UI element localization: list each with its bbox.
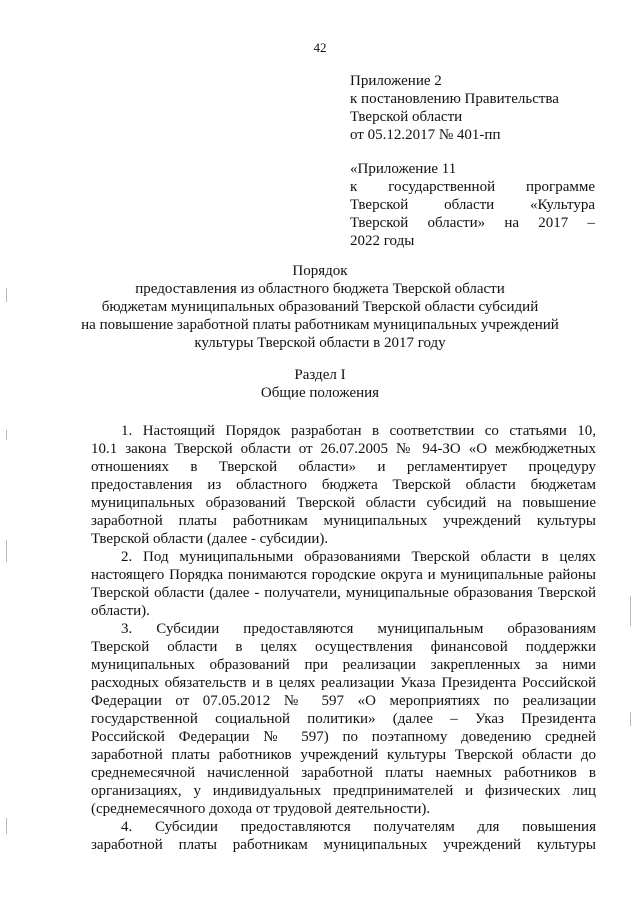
appendix-line: от 05.12.2017 № 401-пп [350,127,501,143]
appendix-line: Тверской области [350,109,463,125]
document-title [60,262,580,352]
body-line: среднемесячной начисленной заработной платы наемных работников в [91,765,596,781]
document-body [91,422,596,854]
body-line: предоставления из областного бюджета Тверской области бюджетам [91,477,596,493]
title-line: культуры Тверской области в 2017 году [194,335,446,351]
body-line: муниципальных образований при реализации закрепленных за ними [91,657,596,673]
body-line: муниципальных образований Тверской области субсидий на повышение [91,495,596,511]
body-line: Тверской области (далее - получатели, муниципальные образования Тверской [91,585,596,601]
scan-margin-mark [6,430,7,440]
body-line: настоящего Порядка понимаются городские округа и муниципальные районы [91,567,596,583]
body-line: 2. Под муниципальными образованиями Тверской области в целях [121,549,596,565]
body-line: Тверской области (далее - субсидии). [91,531,329,547]
body-line: государственной социальной политики» (далее – Указ Президента [91,711,596,727]
section-heading [60,366,580,402]
body-line: заработной платы работникам муниципальных учреждений культуры [91,513,596,529]
appendix-header [350,72,595,144]
paragraph-2 [91,548,596,620]
body-line: области). [91,603,150,619]
scan-margin-mark [6,540,7,562]
paragraph-1 [91,422,596,548]
appendix-sub-line: «Приложение 11 [350,161,457,177]
body-line: заработной платы работников учреждений культуры Тверской области до [91,747,596,763]
body-line: 3. Субсидии предоставляются муниципальным образованиям [121,621,596,637]
page-number: 42 [313,40,327,55]
body-line: организациях, у индивидуальных предпринимателей и физических лиц [91,783,596,799]
body-line: 4. Субсидии предоставляются получателям для повышения [121,819,596,835]
body-line: 10.1 закона Тверской области от 26.07.2005 № 94-ЗО «О межбюджетных [91,441,596,457]
body-line: (среднемесячного дохода от трудовой деятельности). [91,801,431,817]
paragraph-3 [91,620,596,818]
appendix-line: Приложение 2 [350,73,442,89]
paragraph-4 [91,818,596,854]
appendix-sub-line: к государственной программе [350,179,595,195]
appendix-line: к постановлению Правительства [350,91,559,107]
title-line: Порядок [292,263,348,279]
body-line: заработной платы работникам муниципальных учреждений культуры [91,837,596,853]
title-line: предоставления из областного бюджета Тверской области [135,281,505,297]
body-line: Тверской области в целях осуществления финансовой поддержки [91,639,596,655]
scan-margin-mark [630,596,631,626]
body-line: отношениях в Тверской области» и регламентирует процедуру [91,459,596,475]
appendix-sub-line: Тверской области» на 2017 – [350,215,595,231]
scan-margin-mark [6,818,7,834]
body-line: Российской Федерации № 597) по поэтапному доведению средней [91,729,596,745]
scan-margin-mark [630,712,631,726]
title-line: на повышение заработной платы работникам муниципальных учреждений [81,317,559,333]
section-number: Раздел I [294,367,346,383]
body-line: Федерации от 07.05.2012 № 597 «О мероприятиях по реализации [91,693,596,709]
appendix-sub-line: Тверской области «Культура [350,197,595,213]
body-line: 1. Настоящий Порядок разработан в соответствии со статьями 10, [121,423,596,439]
section-name: Общие положения [260,385,380,401]
appendix-sub [350,160,595,250]
title-line: бюджетам муниципальных образований Тверской области субсидий [101,299,539,315]
body-line: расходных обязательств и в целях реализации Указа Президента Российской [91,675,596,691]
scan-margin-mark [6,288,7,302]
appendix-sub-line: 2022 годы [350,233,415,249]
